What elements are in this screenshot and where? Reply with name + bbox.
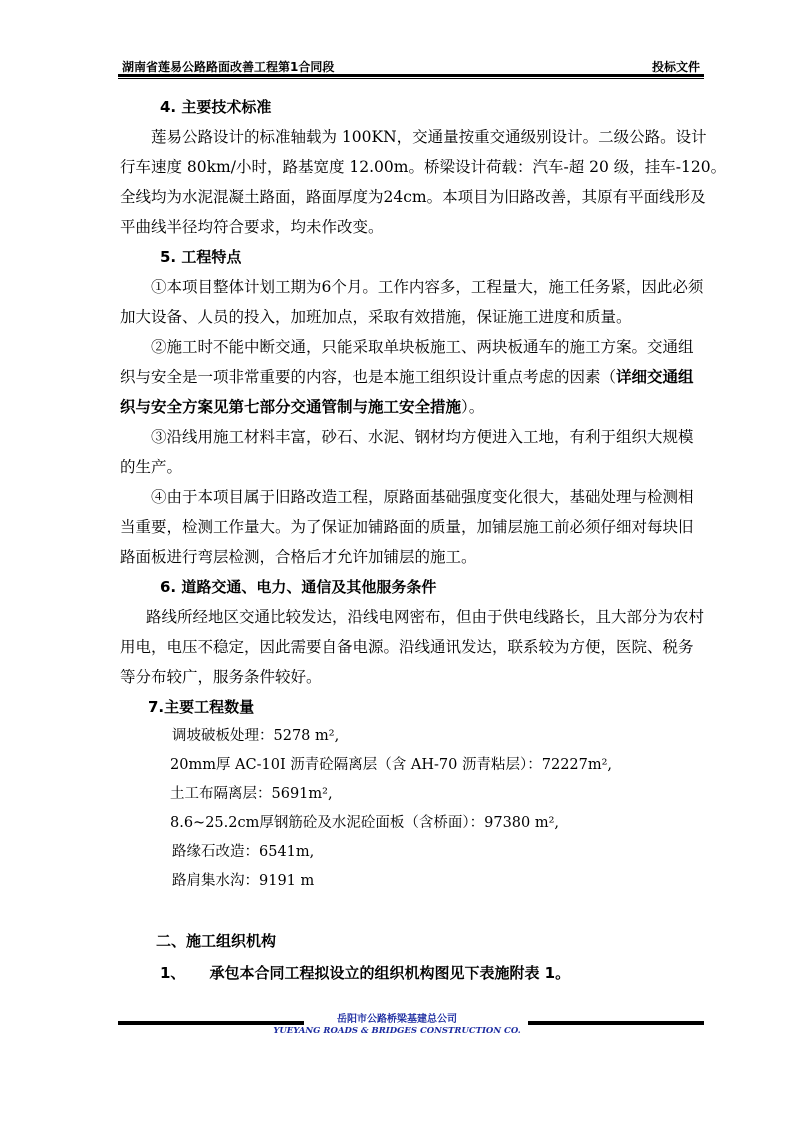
section-6-paragraph bbox=[120, 602, 720, 692]
emphasis-text: 织与安全方案见第七部分交通管制与施工安全措施 bbox=[120, 398, 462, 416]
section-5-paragraph-2 bbox=[120, 332, 720, 422]
text-line: 用电，电压不稳定，因此需要自备电源。沿线通讯发达，联系较为方便，医院、税务 bbox=[120, 638, 694, 656]
text-line: 当重要，检测工作量大。为了保证加铺路面的质量，加铺层施工前必须仔细对每块旧 bbox=[120, 518, 694, 536]
text-line: ②施工时不能中断交通，只能采取单块板施工、两块板通车的施工方案。交通组 bbox=[151, 338, 694, 356]
document-body bbox=[120, 92, 727, 988]
quantity-item: 8.6~25.2cm厚钢筋砼及水泥砼面板（含桥面）：97380 m², bbox=[170, 815, 560, 831]
emphasis-text: 详细交通组 bbox=[616, 368, 694, 386]
item-text: 承包本合同工程拟设立的组织机构图见下表施附表 1。 bbox=[209, 964, 571, 982]
text-line: 全线均为水泥混凝土路面，路面厚度为24cm。本项目为旧路改善，其原有平面线形及 bbox=[120, 188, 706, 206]
text-line: 等分布较广，服务条件较好。 bbox=[120, 668, 322, 686]
text-line: 路线所经地区交通比较发达，沿线电网密布，但由于供电线路长，且大部分为农村 bbox=[146, 608, 705, 626]
section-5-paragraph-4 bbox=[120, 482, 720, 572]
footer-company-cn: 岳阳市公路桥梁基建总公司 bbox=[337, 1014, 457, 1025]
footer-company-en: YUEYANG ROADS & BRIDGES CONSTRUCTION CO. bbox=[273, 1026, 521, 1036]
section-4-paragraph bbox=[120, 122, 727, 242]
quantity-item: 20mm厚 AC-10I 沥青砼隔离层（含 AH-70 沥青粘层）：72227m², bbox=[170, 757, 613, 773]
text-line: 行车速度 80km/小时，路基宽度 12.00m。桥梁设计荷载：汽车-超 20 级，挂车-120。 bbox=[120, 158, 727, 176]
text-line: ①本项目整体计划工期为6个月。工作内容多，工程量大，施工任务紧，因此必须 bbox=[151, 278, 704, 296]
header-doc-type: 投标文件 bbox=[651, 60, 700, 74]
text-line: 加大设备、人员的投入，加班加点，采取有效措施，保证施工进度和质量。 bbox=[120, 308, 632, 326]
text-line: ④由于本项目属于旧路改造工程，原路面基础强度变化很大，基础处理与检测相 bbox=[151, 488, 694, 506]
section-5-paragraph-1 bbox=[120, 272, 720, 332]
section-5-title: 5. 工程特点 bbox=[160, 248, 242, 266]
part-2-item bbox=[120, 958, 720, 988]
text-line: 莲易公路设计的标准轴载为 100KN，交通量按重交通级别设计。二级公路。设计 bbox=[151, 128, 707, 146]
header-rule-thin bbox=[118, 78, 704, 79]
item-number: 1、 bbox=[160, 964, 186, 982]
part-2-title: 二、施工组织机构 bbox=[156, 932, 277, 950]
quantities-list bbox=[120, 722, 720, 896]
text-line bbox=[120, 362, 720, 392]
text-span: ）。 bbox=[461, 398, 485, 416]
text-line: ③沿线用施工材料丰富，砂石、水泥、钢材均方便进入工地，有利于组织大规模 bbox=[151, 428, 694, 446]
text-span: 织与安全是一项非常重要的内容，也是本施工组织设计重点考虑的因素（ bbox=[120, 368, 617, 386]
text-line: 平曲线半径均符合要求，均未作改变。 bbox=[120, 218, 384, 236]
header-project-title: 湖南省莲易公路路面改善工程第1合同段 bbox=[122, 60, 335, 74]
footer-rule bbox=[118, 1021, 704, 1025]
quantity-item: 土工布隔离层：5691m², bbox=[170, 786, 333, 802]
quantity-item: 调坡破板处理：5278 m², bbox=[172, 728, 340, 744]
text-line: 路面板进行弯层检测，合格后才允许加铺层的施工。 bbox=[120, 548, 477, 566]
section-4-title: 4. 主要技术标准 bbox=[160, 98, 272, 116]
section-5-paragraph-3 bbox=[120, 422, 720, 482]
section-6-title: 6. 道路交通、电力、通信及其他服务条件 bbox=[160, 578, 437, 596]
footer-rule-left bbox=[118, 1021, 304, 1025]
header-bar bbox=[118, 56, 704, 76]
footer-rule-right bbox=[528, 1021, 704, 1025]
quantity-item: 路肩集水沟：9191 m bbox=[172, 873, 315, 889]
section-7-title: 7.主要工程数量 bbox=[148, 698, 255, 716]
header-rule-thick bbox=[118, 74, 704, 77]
text-line: 的生产。 bbox=[120, 458, 183, 476]
spacer bbox=[120, 896, 720, 926]
text-line bbox=[120, 392, 720, 422]
quantity-item: 路缘石改造：6541m, bbox=[172, 844, 315, 860]
